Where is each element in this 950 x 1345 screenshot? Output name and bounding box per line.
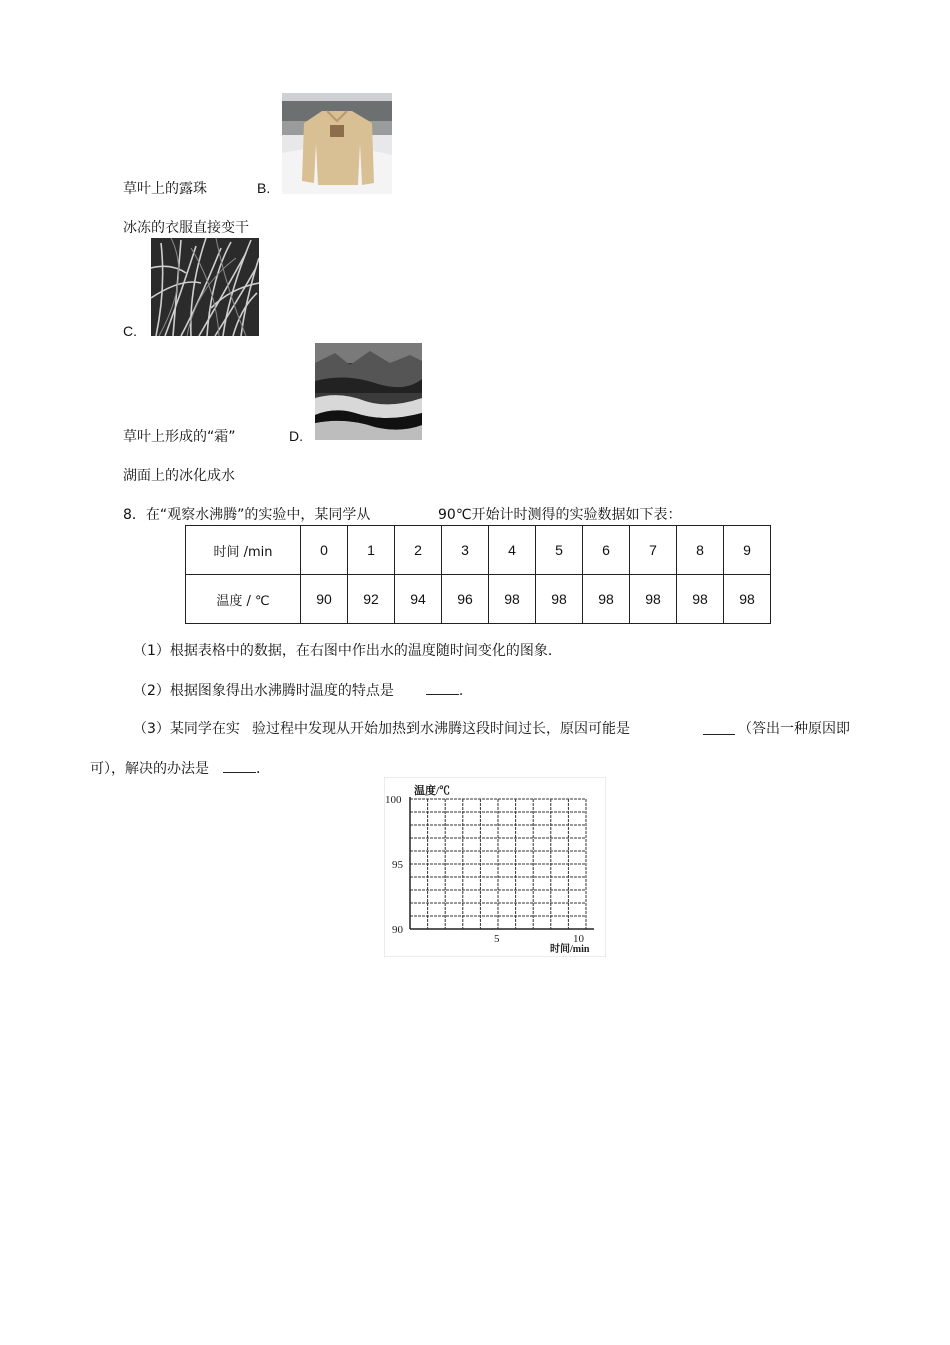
- question-8-stem-start: 8．在“观察水沸腾”的实验中，某同学从: [123, 507, 371, 523]
- y-tick-label-95: 95: [392, 859, 403, 871]
- time-cell: 3: [442, 526, 489, 575]
- sub-question-1: （1）根据表格中的数据，在右图中作出水的温度随时间变化的图象.: [133, 643, 553, 659]
- boiling-data-table: [185, 525, 771, 624]
- temperature-cell: 90: [301, 575, 348, 624]
- answer-blank[interactable]: [426, 682, 459, 695]
- time-cell: 1: [348, 526, 395, 575]
- time-cell: 0: [301, 526, 348, 575]
- answer-blank[interactable]: [703, 722, 735, 735]
- time-cell: 6: [583, 526, 630, 575]
- time-cell: 7: [630, 526, 677, 575]
- time-cell: 5: [536, 526, 583, 575]
- sub-question-3-start: （3）某同学在实: [133, 721, 240, 737]
- time-cell: 2: [395, 526, 442, 575]
- option-d-label: D.: [289, 428, 303, 444]
- sub-question-3-hint: （答出一种原因即: [738, 721, 850, 737]
- sub-question-3-solution-text: 可），解决的办法是: [90, 761, 209, 777]
- option-a-text: 草叶上的露珠: [123, 181, 207, 197]
- temperature-time-graph: [384, 777, 606, 957]
- option-c-label: C.: [123, 323, 137, 339]
- time-header: 时间 /min: [186, 526, 301, 575]
- time-cell: 9: [724, 526, 771, 575]
- melting-lake-photo: [315, 343, 422, 440]
- y-tick-label-100: 100: [385, 794, 402, 806]
- question-8-stem-end: 90℃开始计时测得的实验数据如下表：: [438, 507, 682, 523]
- temperature-cell: 98: [536, 575, 583, 624]
- time-cell: 4: [489, 526, 536, 575]
- x-tick-label-10: 10: [573, 933, 584, 945]
- temperature-cell: 98: [677, 575, 724, 624]
- temperature-cell: 94: [395, 575, 442, 624]
- frozen-clothes-photo: [282, 93, 392, 194]
- temperature-cell: 98: [724, 575, 771, 624]
- temperature-row: [186, 575, 771, 624]
- sub-question-2-end: .: [458, 683, 464, 699]
- sub-question-2: [133, 680, 463, 700]
- y-axis-label: 温度/℃: [414, 785, 451, 797]
- temperature-cell: 98: [583, 575, 630, 624]
- sub-question-3-end: .: [256, 761, 261, 777]
- option-d-text: 湖面上的冰化成水: [123, 468, 235, 484]
- temperature-cell: 96: [442, 575, 489, 624]
- temperature-cell: 98: [630, 575, 677, 624]
- temperature-cell: 92: [348, 575, 395, 624]
- time-cell: 8: [677, 526, 724, 575]
- option-b-label: B.: [257, 180, 271, 196]
- frost-grass-photo: [151, 238, 259, 336]
- answer-blank[interactable]: [223, 760, 256, 773]
- temperature-cell: 98: [489, 575, 536, 624]
- x-tick-label-5: 5: [494, 933, 500, 945]
- sub-question-3-middle: 验过程中发现从开始加热到水沸腾这段时间过长，原因可能是: [252, 721, 630, 737]
- option-b-text: 冰冻的衣服直接变干: [123, 220, 249, 236]
- sub-question-3-continued: [90, 758, 260, 778]
- temperature-header: 温度 / ℃: [186, 575, 301, 624]
- sub-question-2-text: （2）根据图象得出水沸腾时温度的特点是: [133, 683, 394, 699]
- x-axis-label: 时间/min: [550, 944, 590, 955]
- time-row: [186, 526, 771, 575]
- y-tick-label-90: 90: [392, 924, 403, 936]
- option-c-text: 草叶上形成的“霜”: [123, 429, 236, 445]
